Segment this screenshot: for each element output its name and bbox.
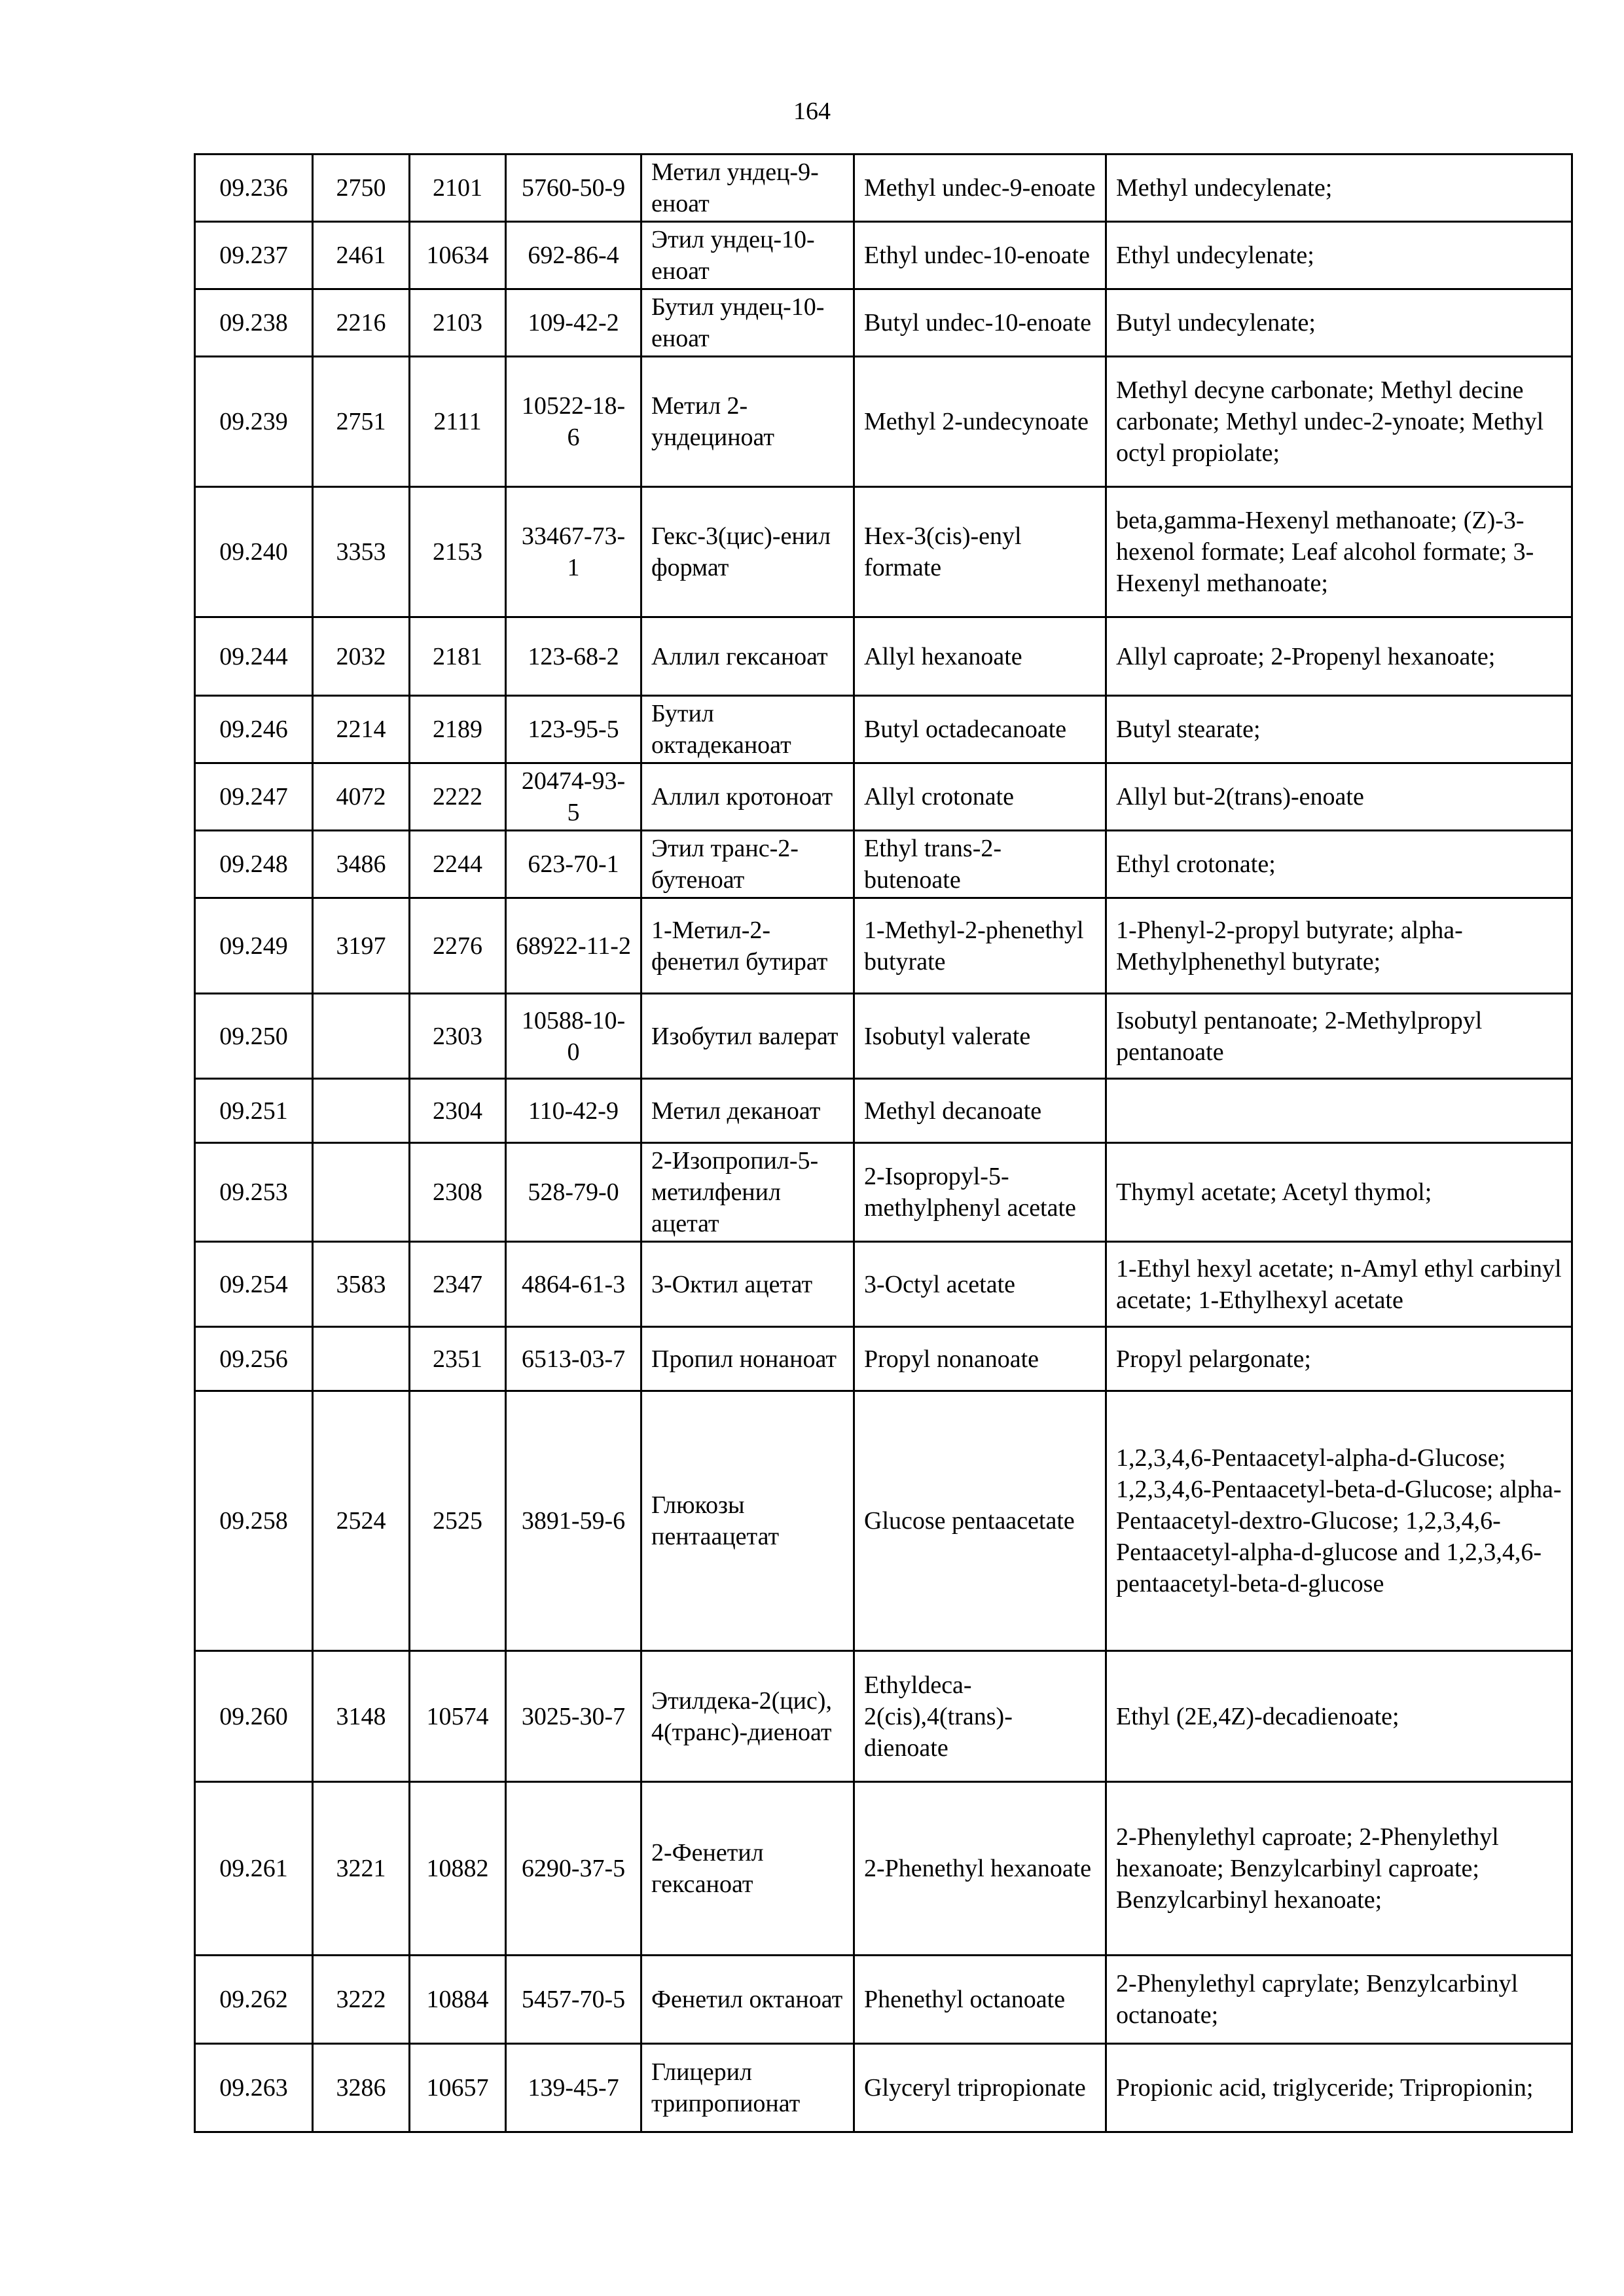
code-cell: 09.237: [195, 222, 313, 289]
cas-number-cell: 110-42-9: [506, 1079, 641, 1143]
table-row: [195, 1956, 1572, 2044]
russian-name-cell: Этилдека-2(цис),4(транс)-диеноат: [641, 1651, 854, 1782]
russian-name-cell: Аллил гексаноат: [641, 617, 854, 696]
english-name-cell: Ethyldeca-2(cis),4(trans)-dienoate: [854, 1651, 1106, 1782]
cas-number-cell: 123-68-2: [506, 617, 641, 696]
coe-number-cell: 10884: [410, 1956, 506, 2044]
coe-number-cell: 2101: [410, 155, 506, 222]
table-row: [195, 1391, 1572, 1651]
russian-name-cell: Глицерил трипропионат: [641, 2044, 854, 2132]
table-row: [195, 357, 1572, 487]
cas-number-cell: 6513-03-7: [506, 1327, 641, 1391]
fema-number-cell: [313, 1327, 410, 1391]
fema-number-cell: 3286: [313, 2044, 410, 2132]
table-row: [195, 1079, 1572, 1143]
russian-name-cell: Аллил кротоноат: [641, 763, 854, 831]
fema-number-cell: 3583: [313, 1242, 410, 1327]
synonyms-cell: Butyl stearate;: [1106, 696, 1572, 763]
synonyms-cell: Ethyl crotonate;: [1106, 831, 1572, 898]
english-name-cell: Methyl decanoate: [854, 1079, 1106, 1143]
english-name-cell: Propyl nonanoate: [854, 1327, 1106, 1391]
english-name-cell: Butyl octadecanoate: [854, 696, 1106, 763]
russian-name-cell: Метил деканоат: [641, 1079, 854, 1143]
cas-number-cell: 4864-61-3: [506, 1242, 641, 1327]
russian-name-cell: Этил ундец-10-еноат: [641, 222, 854, 289]
coe-number-cell: 2304: [410, 1079, 506, 1143]
russian-name-cell: 2-Изопропил-5-метилфенил ацетат: [641, 1143, 854, 1242]
fema-number-cell: 3148: [313, 1651, 410, 1782]
synonyms-cell: Methyl decyne carbonate; Methyl decine carbonate; Methyl undec-2-ynoate; Methyl octyl propiolate;: [1106, 357, 1572, 487]
synonyms-cell: Isobutyl pentanoate; 2-Methylpropyl pentanoate: [1106, 994, 1572, 1079]
code-cell: 09.261: [195, 1782, 313, 1956]
fema-number-cell: [313, 1079, 410, 1143]
table-row: [195, 1651, 1572, 1782]
coe-number-cell: 2153: [410, 487, 506, 617]
cas-number-cell: 123-95-5: [506, 696, 641, 763]
code-cell: 09.246: [195, 696, 313, 763]
table-row: [195, 763, 1572, 831]
fema-number-cell: 3221: [313, 1782, 410, 1956]
code-cell: 09.244: [195, 617, 313, 696]
code-cell: 09.249: [195, 898, 313, 994]
code-cell: 09.248: [195, 831, 313, 898]
coe-number-cell: 2351: [410, 1327, 506, 1391]
fema-number-cell: [313, 994, 410, 1079]
table-row: [195, 1143, 1572, 1242]
cas-number-cell: 6290-37-5: [506, 1782, 641, 1956]
code-cell: 09.263: [195, 2044, 313, 2132]
english-name-cell: Hex-3(cis)-enyl formate: [854, 487, 1106, 617]
english-name-cell: 1-Methyl-2-phenethyl butyrate: [854, 898, 1106, 994]
code-cell: 09.247: [195, 763, 313, 831]
coe-number-cell: 10882: [410, 1782, 506, 1956]
table-row: [195, 831, 1572, 898]
russian-name-cell: Этил транс-2-бутеноат: [641, 831, 854, 898]
code-cell: 09.239: [195, 357, 313, 487]
cas-number-cell: 10522-18-6: [506, 357, 641, 487]
table-row: [195, 222, 1572, 289]
table-row: [195, 1242, 1572, 1327]
cas-number-cell: 692-86-4: [506, 222, 641, 289]
english-name-cell: Allyl hexanoate: [854, 617, 1106, 696]
fema-number-cell: 2216: [313, 289, 410, 357]
fema-number-cell: 2750: [313, 155, 410, 222]
synonyms-cell: 1-Phenyl-2-propyl butyrate; alpha-Methylphenethyl butyrate;: [1106, 898, 1572, 994]
coe-number-cell: 2276: [410, 898, 506, 994]
russian-name-cell: Пропил нонаноат: [641, 1327, 854, 1391]
english-name-cell: Ethyl undec-10-enoate: [854, 222, 1106, 289]
coe-number-cell: 2244: [410, 831, 506, 898]
synonyms-cell: Propyl pelargonate;: [1106, 1327, 1572, 1391]
synonyms-cell: Methyl undecylenate;: [1106, 155, 1572, 222]
synonyms-cell: [1106, 1079, 1572, 1143]
cas-number-cell: 109-42-2: [506, 289, 641, 357]
russian-name-cell: Изобутил валерат: [641, 994, 854, 1079]
fema-number-cell: 3197: [313, 898, 410, 994]
russian-name-cell: 1-Метил-2-фенетил бутират: [641, 898, 854, 994]
code-cell: 09.258: [195, 1391, 313, 1651]
fema-number-cell: 3222: [313, 1956, 410, 2044]
coe-number-cell: 2189: [410, 696, 506, 763]
cas-number-cell: 20474-93-5: [506, 763, 641, 831]
russian-name-cell: Фенетил октаноат: [641, 1956, 854, 2044]
table-row: [195, 696, 1572, 763]
synonyms-cell: beta,gamma-Hexenyl methanoate; (Z)-3-hexenol formate; Leaf alcohol formate; 3-Hexenyl methanoate;: [1106, 487, 1572, 617]
fema-number-cell: 2751: [313, 357, 410, 487]
code-cell: 09.238: [195, 289, 313, 357]
table-row: [195, 155, 1572, 222]
coe-number-cell: 2181: [410, 617, 506, 696]
code-cell: 09.262: [195, 1956, 313, 2044]
cas-number-cell: 68922-11-2: [506, 898, 641, 994]
fema-number-cell: 3486: [313, 831, 410, 898]
coe-number-cell: 10574: [410, 1651, 506, 1782]
cas-number-cell: 139-45-7: [506, 2044, 641, 2132]
code-cell: 09.250: [195, 994, 313, 1079]
synonyms-cell: 1-Ethyl hexyl acetate; n-Amyl ethyl carbinyl acetate; 1-Ethylhexyl acetate: [1106, 1242, 1572, 1327]
cas-number-cell: 5457-70-5: [506, 1956, 641, 2044]
russian-name-cell: 3-Октил ацетат: [641, 1242, 854, 1327]
coe-number-cell: 2347: [410, 1242, 506, 1327]
synonyms-cell: Allyl but-2(trans)-enoate: [1106, 763, 1572, 831]
table-body: [195, 155, 1572, 2132]
table-row: [195, 2044, 1572, 2132]
cas-number-cell: 528-79-0: [506, 1143, 641, 1242]
page-number: 164: [793, 98, 831, 125]
cas-number-cell: 3025-30-7: [506, 1651, 641, 1782]
cas-number-cell: 623-70-1: [506, 831, 641, 898]
russian-name-cell: Глюкозы пентаацетат: [641, 1391, 854, 1651]
english-name-cell: Butyl undec-10-enoate: [854, 289, 1106, 357]
code-cell: 09.254: [195, 1242, 313, 1327]
fema-number-cell: 2524: [313, 1391, 410, 1651]
russian-name-cell: Бутил ундец-10-еноат: [641, 289, 854, 357]
russian-name-cell: Метил 2-ундециноат: [641, 357, 854, 487]
english-name-cell: Phenethyl octanoate: [854, 1956, 1106, 2044]
synonyms-cell: 1,2,3,4,6-Pentaacetyl-alpha-d-Glucose; 1,2,3,4,6-Pentaacetyl-beta-d-Glucose; alpha-Pentaacetyl-dextro-Glucose; 1,2,3,4,6-Pentaacetyl-alpha-d-glucose and 1,2,3,4,6-pentaacetyl-beta-d-glucose: [1106, 1391, 1572, 1651]
english-name-cell: Allyl crotonate: [854, 763, 1106, 831]
table-row: [195, 487, 1572, 617]
synonyms-cell: Thymyl acetate; Acetyl thymol;: [1106, 1143, 1572, 1242]
english-name-cell: Glucose pentaacetate: [854, 1391, 1106, 1651]
synonyms-cell: Allyl caproate; 2-Propenyl hexanoate;: [1106, 617, 1572, 696]
flavouring-substances-table: [194, 153, 1573, 2133]
table-row: [195, 1782, 1572, 1956]
fema-number-cell: [313, 1143, 410, 1242]
coe-number-cell: 2103: [410, 289, 506, 357]
code-cell: 09.236: [195, 155, 313, 222]
fema-number-cell: 3353: [313, 487, 410, 617]
coe-number-cell: 2525: [410, 1391, 506, 1651]
synonyms-cell: 2-Phenylethyl caprylate; Benzylcarbinyl octanoate;: [1106, 1956, 1572, 2044]
table-row: [195, 289, 1572, 357]
fema-number-cell: 4072: [313, 763, 410, 831]
table-row: [195, 898, 1572, 994]
fema-number-cell: 2461: [313, 222, 410, 289]
english-name-cell: Glyceryl tripropionate: [854, 2044, 1106, 2132]
english-name-cell: 3-Octyl acetate: [854, 1242, 1106, 1327]
code-cell: 09.256: [195, 1327, 313, 1391]
cas-number-cell: 10588-10-0: [506, 994, 641, 1079]
coe-number-cell: 10657: [410, 2044, 506, 2132]
table-row: [195, 1327, 1572, 1391]
code-cell: 09.253: [195, 1143, 313, 1242]
english-name-cell: Methyl 2-undecynoate: [854, 357, 1106, 487]
english-name-cell: Isobutyl valerate: [854, 994, 1106, 1079]
fema-number-cell: 2214: [313, 696, 410, 763]
synonyms-cell: 2-Phenylethyl caproate; 2-Phenylethyl hexanoate; Benzylcarbinyl caproate; Benzylcarbinyl hexanoate;: [1106, 1782, 1572, 1956]
english-name-cell: 2-Phenethyl hexanoate: [854, 1782, 1106, 1956]
coe-number-cell: 10634: [410, 222, 506, 289]
coe-number-cell: 2111: [410, 357, 506, 487]
russian-name-cell: Метил ундец-9-еноат: [641, 155, 854, 222]
english-name-cell: Methyl undec-9-enoate: [854, 155, 1106, 222]
coe-number-cell: 2222: [410, 763, 506, 831]
russian-name-cell: 2-Фенетил гексаноат: [641, 1782, 854, 1956]
cas-number-cell: 5760-50-9: [506, 155, 641, 222]
cas-number-cell: 33467-73-1: [506, 487, 641, 617]
russian-name-cell: Бутил октадеканоат: [641, 696, 854, 763]
fema-number-cell: 2032: [313, 617, 410, 696]
synonyms-cell: Ethyl undecylenate;: [1106, 222, 1572, 289]
english-name-cell: Ethyl trans-2-butenoate: [854, 831, 1106, 898]
synonyms-cell: Ethyl (2E,4Z)-decadienoate;: [1106, 1651, 1572, 1782]
coe-number-cell: 2308: [410, 1143, 506, 1242]
code-cell: 09.240: [195, 487, 313, 617]
cas-number-cell: 3891-59-6: [506, 1391, 641, 1651]
synonyms-cell: Propionic acid, triglyceride; Tripropionin;: [1106, 2044, 1572, 2132]
table-row: [195, 617, 1572, 696]
code-cell: 09.260: [195, 1651, 313, 1782]
coe-number-cell: 2303: [410, 994, 506, 1079]
synonyms-cell: Butyl undecylenate;: [1106, 289, 1572, 357]
english-name-cell: 2-Isopropyl-5-methylphenyl acetate: [854, 1143, 1106, 1242]
table-row: [195, 994, 1572, 1079]
russian-name-cell: Гекс-3(цис)-енил формат: [641, 487, 854, 617]
code-cell: 09.251: [195, 1079, 313, 1143]
